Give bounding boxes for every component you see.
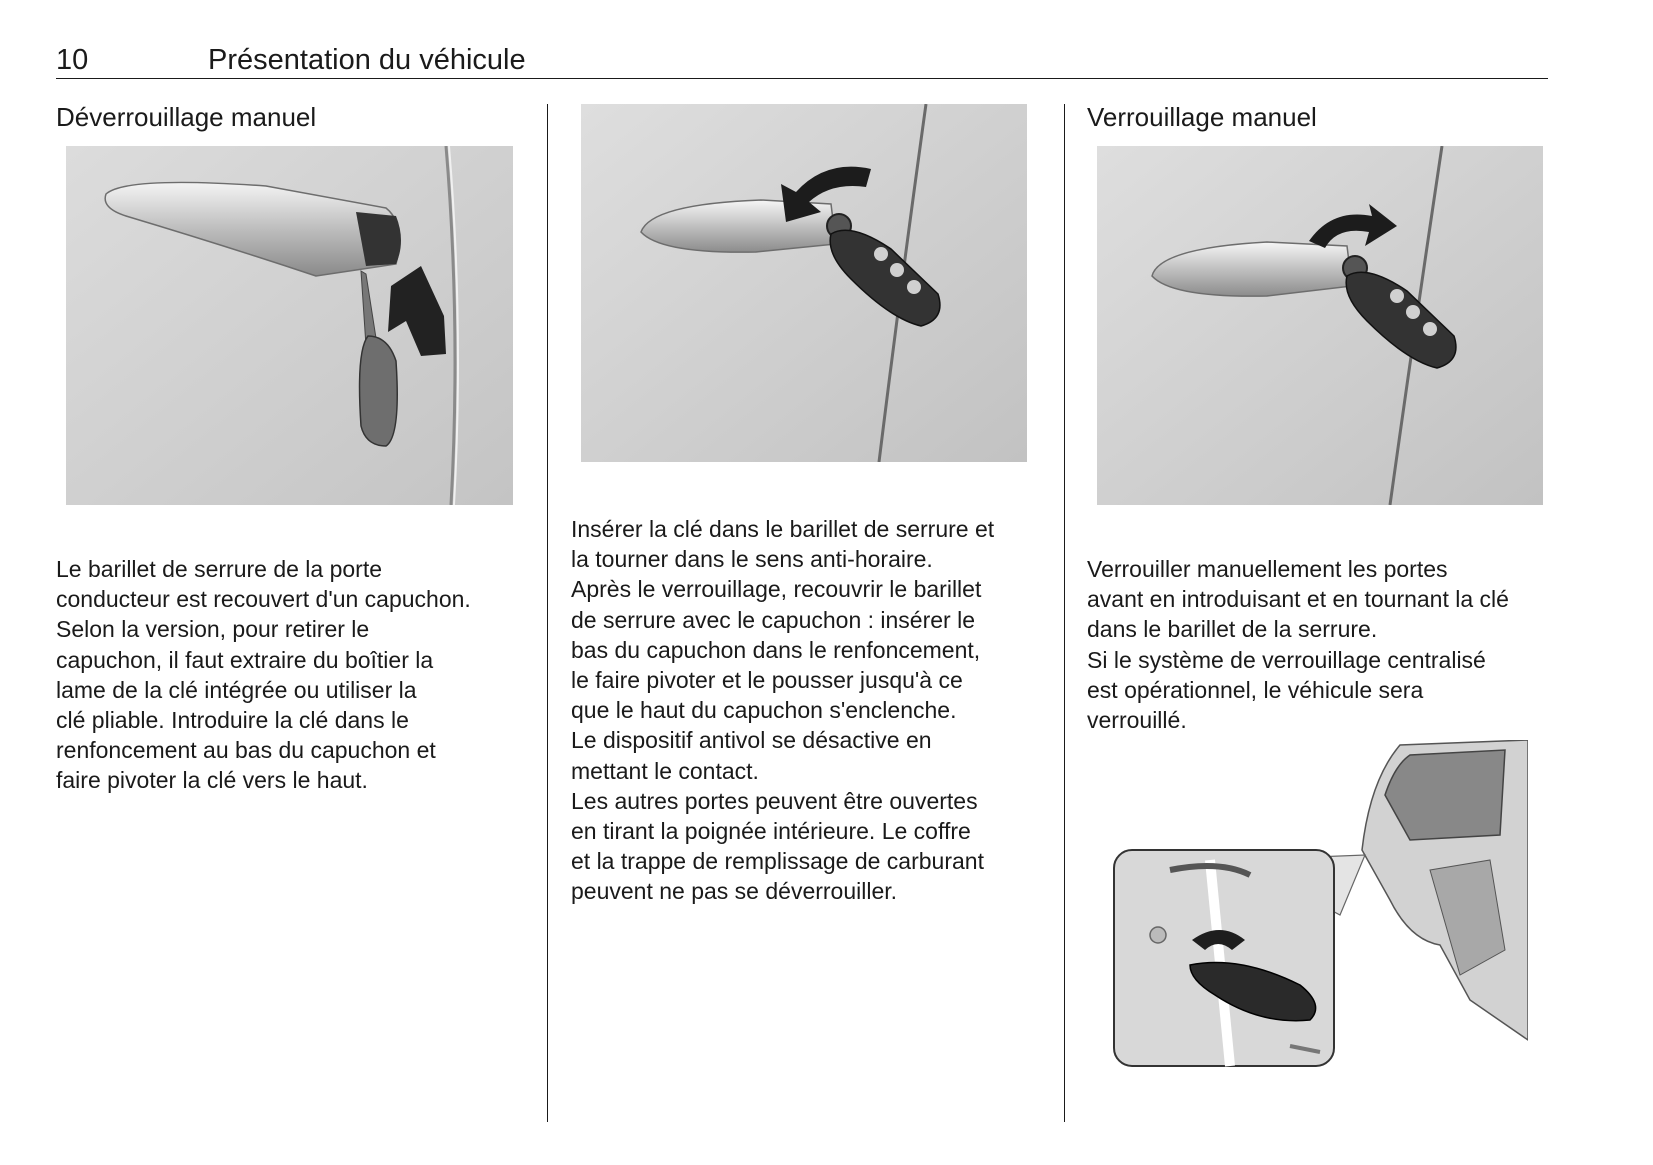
middle-body-text	[571, 514, 1041, 907]
text-line: renfoncement au bas du capuchon et	[56, 737, 436, 764]
text-line: Verrouiller manuellement les portes	[1087, 556, 1448, 582]
key-turn-clockwise-illustration	[1097, 146, 1543, 505]
text-line: verrouillé.	[1087, 707, 1187, 734]
text-line: bas du capuchon dans le renfoncement,	[571, 636, 981, 663]
text-line: clé pliable. Introduire la clé dans le	[56, 707, 409, 734]
left-section-heading: Déverrouillage manuel	[56, 102, 317, 132]
page-title: Présentation du véhicule	[208, 44, 526, 76]
key-inserted-in-handle-lock-illustration	[66, 146, 513, 505]
text-line: lame de la clé intégrée ou utiliser la	[56, 676, 417, 703]
text-line: dans le barillet de la serrure.	[1087, 616, 1378, 643]
right-section-heading: Verrouillage manuel	[1087, 102, 1317, 132]
text-line: que le haut du capuchon s'enclenche.	[571, 697, 957, 724]
column-divider-left	[547, 104, 548, 1122]
text-line: mettant le contact.	[571, 757, 759, 784]
text-line: Le barillet de serrure de la porte	[56, 556, 383, 582]
key-turn-counterclockwise-illustration	[581, 104, 1027, 462]
text-line: le faire pivoter et le pousser jusqu'à ce	[571, 667, 963, 694]
right-body-text	[1087, 554, 1557, 735]
text-line: Si le système de verrouillage centralisé	[1087, 646, 1486, 673]
text-line: Le dispositif antivol se désactive en	[571, 727, 932, 754]
open-door-lock-detail-illustration	[1110, 740, 1528, 1070]
text-line: conducteur est recouvert d'un capuchon.	[56, 586, 471, 613]
header-rule	[56, 78, 1548, 79]
text-line: la tourner dans le sens anti-horaire.	[571, 546, 933, 573]
text-line: en tirant la poignée intérieure. Le coffre	[571, 818, 971, 845]
text-line: de serrure avec le capuchon : insérer le	[571, 606, 975, 633]
text-line: Selon la version, pour retirer le	[56, 616, 370, 643]
text-line: capuchon, il faut extraire du boîtier la	[56, 646, 434, 673]
text-line: faire pivoter la clé vers le haut.	[56, 767, 368, 794]
text-line: Après le verrouillage, recouvrir le barillet	[571, 576, 982, 603]
page-number: 10	[56, 44, 89, 76]
text-line: et la trappe de remplissage de carburant	[571, 848, 984, 875]
text-line: est opérationnel, le véhicule sera	[1087, 676, 1424, 703]
column-divider-right	[1064, 104, 1065, 1122]
left-body-text	[56, 554, 506, 796]
text-line: avant en introduisant et en tournant la clé	[1087, 586, 1509, 613]
text-line: Les autres portes peuvent être ouvertes	[571, 787, 978, 814]
text-line: Insérer la clé dans le barillet de serrure et	[571, 516, 995, 542]
text-line: peuvent ne pas se déverrouiller.	[571, 878, 898, 905]
